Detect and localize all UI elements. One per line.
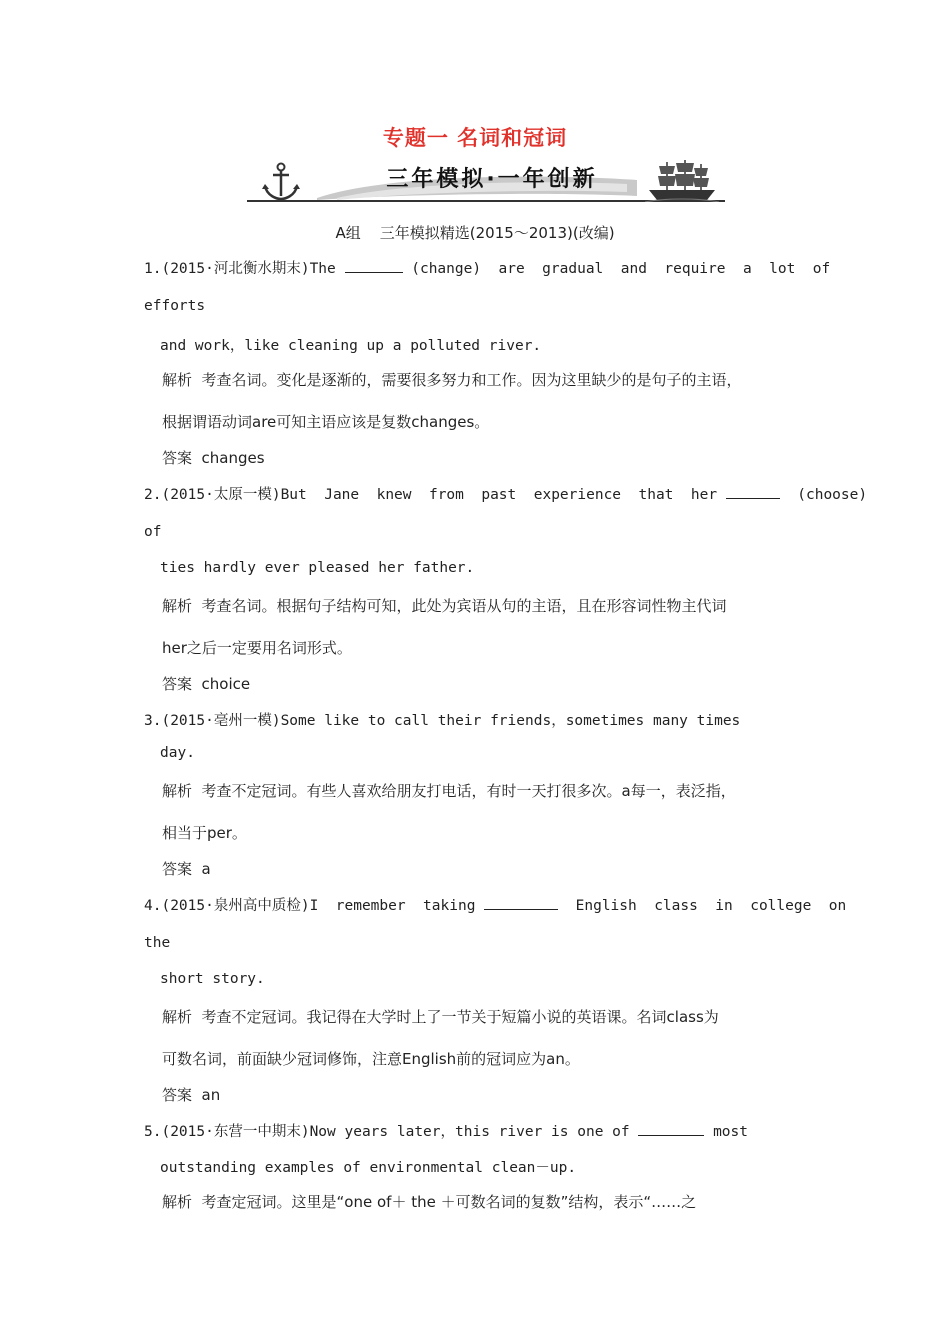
analysis-3-line-1: 解析 考查不定冠词。有些人喜欢给朋友打电话，有时一天打很多次。a每一，表泛指， xyxy=(162,782,736,800)
anchor-icon xyxy=(259,162,303,202)
question-5-line-1 xyxy=(144,1120,748,1141)
analysis-4-line-1: 解析 考查不定冠词。我记得在大学时上了一节关于短篇小说的英语课。名词class为 xyxy=(162,1008,719,1026)
question-3-line-2: day. xyxy=(160,745,195,761)
question-4-line-1 xyxy=(144,894,846,915)
question-text: most xyxy=(704,1124,748,1140)
question-2-line-1 xyxy=(144,483,867,504)
question-text: (choose) xyxy=(779,487,868,503)
analysis-3-line-2: 相当于per。 xyxy=(162,824,247,842)
answer-4: 答案 an xyxy=(162,1086,221,1104)
section-banner xyxy=(247,160,725,204)
question-5-line-2: outstanding examples of environmental clean－up. xyxy=(160,1160,577,1176)
answer-2: 答案 choice xyxy=(162,675,251,693)
page-title: 专题一 名词和冠词 xyxy=(382,126,568,150)
question-2-line-3: ties hardly ever pleased her father. xyxy=(160,560,475,576)
group-label: A组 三年模拟精选(2015～2013)(改编) xyxy=(335,224,615,242)
analysis-1-line-1: 解析 考查名词。变化是逐渐的，需要很多努力和工作。因为这里缺少的是句子的主语， xyxy=(162,371,742,389)
question-text: 2.(2015·太原一模)But Jane knew from past experience that her xyxy=(144,487,726,503)
question-text: (change) are gradual and require a lot of xyxy=(402,261,831,277)
question-1-line-1 xyxy=(144,257,830,278)
question-4-line-2: the xyxy=(144,935,171,951)
question-4-line-3: short story. xyxy=(160,971,265,987)
analysis-2-line-1: 解析 考查名词。根据句子结构可知，此处为宾语从句的主语，且在形容词性物主代词 xyxy=(162,597,727,615)
question-text: 5.(2015·东营一中期末)Now years later，this river is one of xyxy=(144,1124,639,1140)
analysis-1-line-2: 根据谓语动词are可知主语应该是复数changes。 xyxy=(162,413,490,431)
analysis-2-line-2: her之后一定要用名词形式。 xyxy=(162,639,352,657)
answer-blank xyxy=(638,1123,704,1136)
analysis-4-line-2: 可数名词，前面缺少冠词修饰，注意English前的冠词应为an。 xyxy=(162,1050,580,1068)
answer-blank xyxy=(726,486,780,499)
question-text: 4.(2015·泉州高中质检)I remember taking xyxy=(144,898,485,914)
sailing-ship-icon xyxy=(645,160,719,202)
question-1-line-3: and work，like cleaning up a polluted river. xyxy=(160,338,542,354)
question-3-line-1: 3.(2015·亳州一模)Some like to call their friends，sometimes many times xyxy=(144,713,741,729)
question-1-line-2: efforts xyxy=(144,298,206,314)
banner-title: 三年模拟·一年创新 xyxy=(386,167,598,192)
question-2-line-2: of xyxy=(144,524,162,540)
answer-blank xyxy=(484,897,558,910)
question-text: 1.(2015·河北衡水期末)The xyxy=(144,261,345,277)
analysis-5-line-1: 解析 考查定冠词。这里是“one of＋ the ＋可数名词的复数”结构，表示“……之 xyxy=(162,1193,697,1211)
answer-3: 答案 a xyxy=(162,860,211,878)
answer-1: 答案 changes xyxy=(162,449,265,467)
answer-blank xyxy=(345,260,403,273)
question-text: English class in college on xyxy=(558,898,847,914)
